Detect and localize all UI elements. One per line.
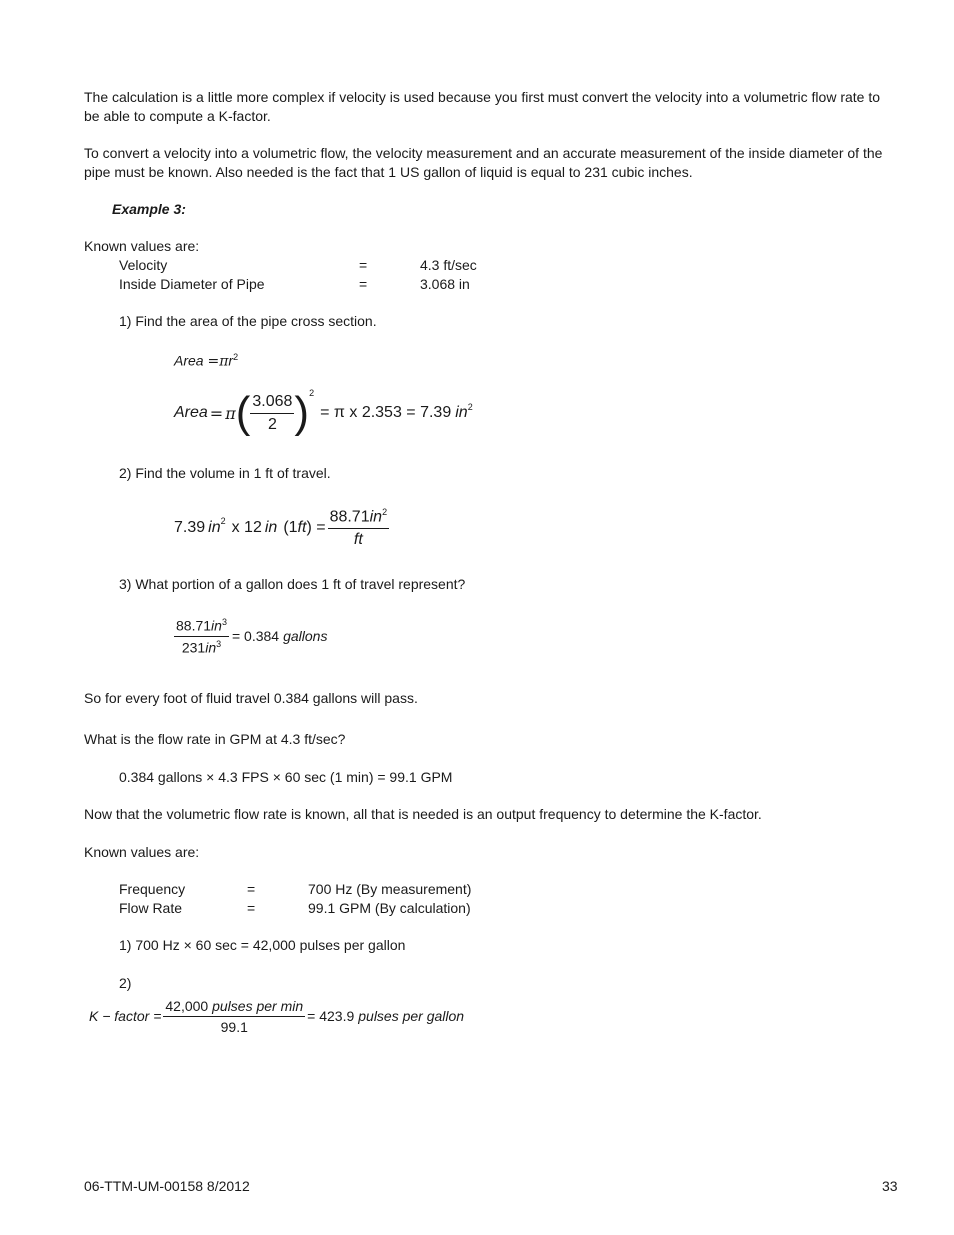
example-title: Example 3: xyxy=(112,201,186,217)
known-value-frequency: 700 Hz (By measurement) xyxy=(308,881,472,897)
known-label-diameter: Inside Diameter of Pipe xyxy=(119,276,265,292)
area-calculation: Area = π ( $\frac{3.068}{2}$ ) $^2$ = π x 2.353 = 7.39 in $^2$ xyxy=(174,388,473,437)
known-value-velocity: 4.3 ft/sec xyxy=(420,257,477,273)
known-eq-velocity: = xyxy=(359,257,368,273)
known-value-diameter: 3.068 in xyxy=(420,276,470,292)
known-label-velocity: Velocity xyxy=(119,257,168,273)
known-eq-flow-rate: = xyxy=(247,900,256,916)
k-step-2: 2) xyxy=(119,975,132,991)
volume-calculation: 7.39 in $^2$ x 12 in (1 ft ) = $\frac{88.71in^2}{ft}$ xyxy=(174,506,388,549)
k-step-1: 1) 700 Hz × 60 sec = 42,000 pulses per gallon xyxy=(119,937,406,953)
page-number: 33 xyxy=(882,1178,898,1194)
intro-paragraph-2: To convert a velocity into a volumetric flow, the velocity measurement and an accurate measurement of the inside diameter of the pipe must be known. Also needed is the fact that 1 US gallon of liquid is equal to 231 cubic inches. xyxy=(84,145,883,180)
step-2-text: 2) Find the volume in 1 ft of travel. xyxy=(119,465,331,481)
step-3-text: 3) What portion of a gallon does 1 ft of travel represent? xyxy=(119,576,466,592)
intro-paragraph-1: The calculation is a little more complex if velocity is used because you first must convert the velocity into a volumetric flow rate to be able to compute a K-factor. xyxy=(84,89,881,124)
k-factor-intro: Now that the volumetric flow rate is known, all that is needed is an output frequency to determine the K-factor. xyxy=(84,806,762,822)
known-eq-diameter: = xyxy=(359,276,368,292)
footer-document-id: 06-TTM-UM-00158 8/2012 xyxy=(84,1178,250,1194)
area-formula: Area $=\pi r^2$ xyxy=(174,352,239,370)
step-1-text: 1) Find the area of the pipe cross section. xyxy=(119,313,377,329)
known-label-flow-rate: Flow Rate xyxy=(119,900,183,916)
known-label-frequency: Frequency xyxy=(119,881,186,897)
known-value-flow-rate: 99.1 GPM (By calculation) xyxy=(308,900,471,916)
gpm-question: What is the flow rate in GPM at 4.3 ft/sec? xyxy=(84,731,346,747)
pass-text: So for every foot of fluid travel 0.384 gallons will pass. xyxy=(84,690,418,706)
known-eq-frequency: = xyxy=(247,881,256,897)
gpm-calculation: 0.384 gallons × 4.3 FPS × 60 sec (1 min) = 99.1 GPM xyxy=(119,769,453,785)
k-factor-calculation: K − factor = $\frac{\text{42,000 pulses per min}}{99.1}$ = 423.9 pulses per gallon xyxy=(89,997,465,1035)
portion-calculation: $\frac{88.71in^3}{231in^3}$ = 0.384 gallons xyxy=(176,616,328,656)
known-values-heading-2: Known values are: xyxy=(84,844,200,860)
known-values-heading: Known values are: xyxy=(84,238,200,254)
